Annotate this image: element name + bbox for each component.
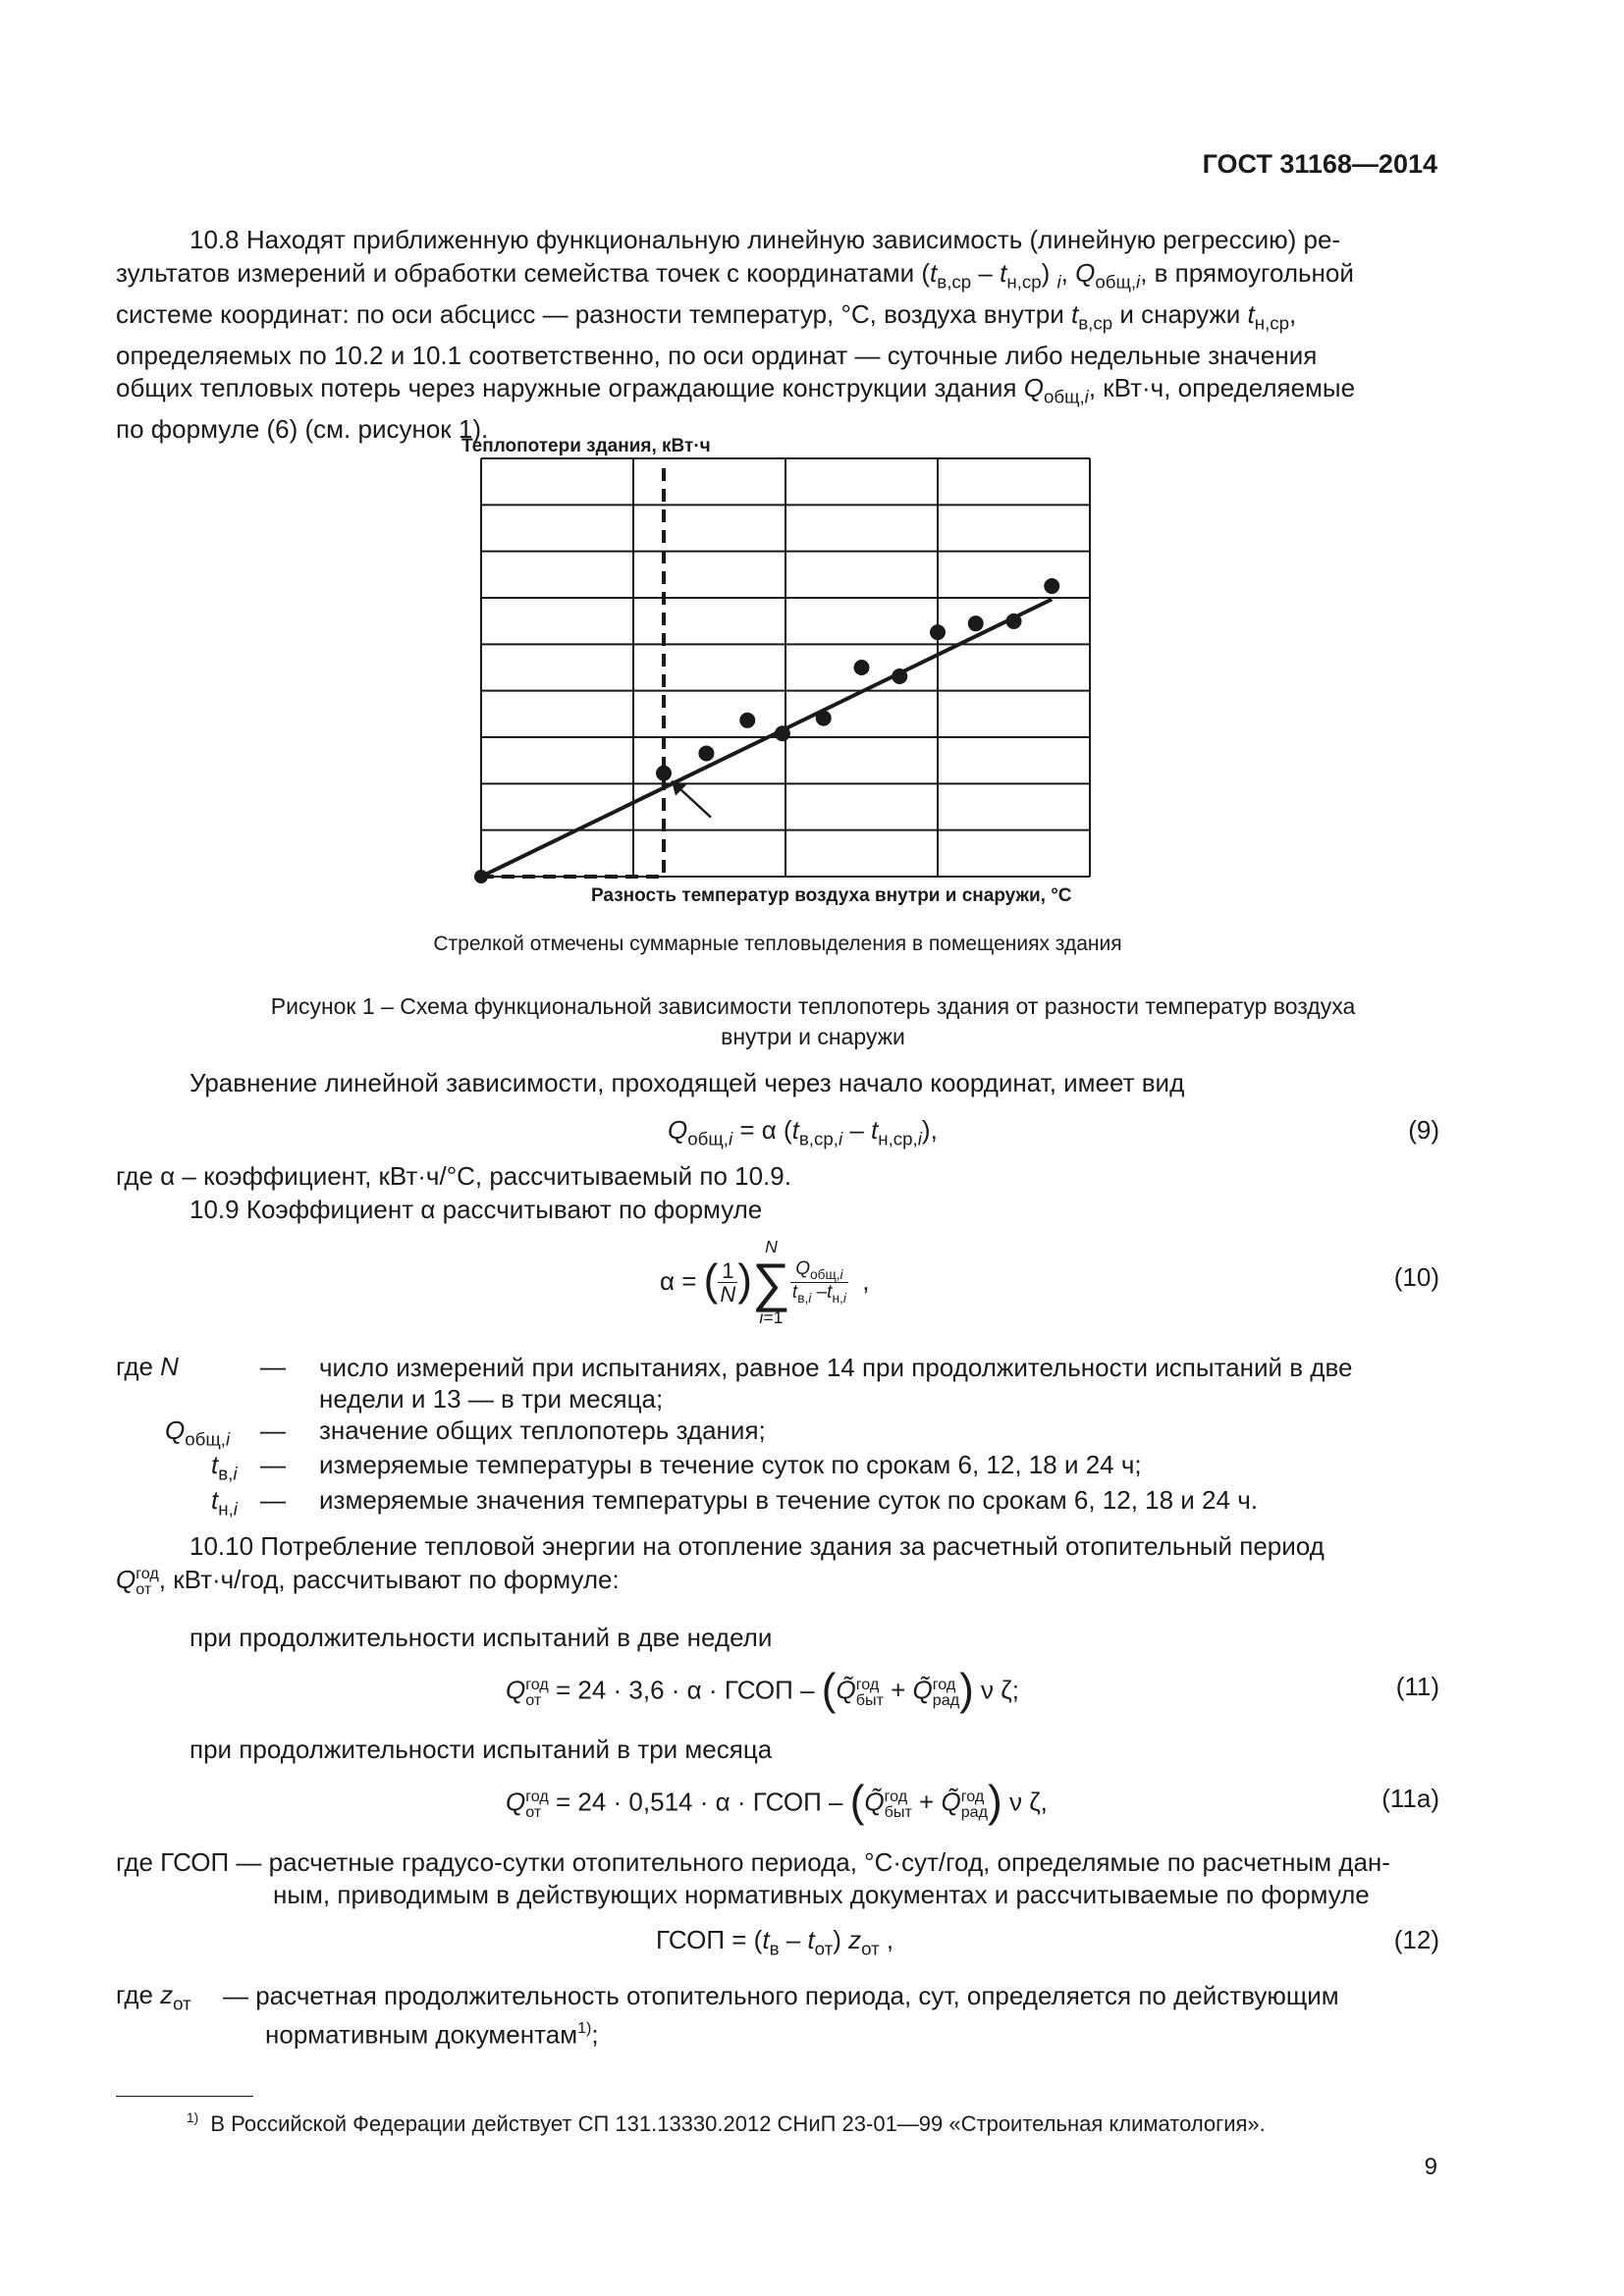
legend-term-q: $Q_{общ,i}$ (165, 1415, 231, 1450)
legend-term-n: где N (116, 1352, 179, 1381)
equation-10: α = ( $\frac{1}{N}$ ) N ∑ i=1 $\frac{Q_{общ,i}}{t_{в,i} -t_{н,i}}$ , (660, 1237, 870, 1328)
section-10-10 (116, 1530, 1439, 1597)
z-term: где $z_{от}$ (116, 1980, 191, 2014)
gsop-definition (116, 1846, 1439, 1911)
legend-text: измеряемые значения температуры в течение суток по срокам 6, 12, 18 и 24 ч. (319, 1485, 1258, 1515)
eq12-number: (12) (1393, 1925, 1439, 1954)
footnote-text: В Российской Федерации действует СП 131.13330.2012 СНиП 23-01—99 «Строительная климатология». (210, 2110, 1266, 2136)
line: общих тепловых потерь через наружные ограждающие конструкции здания $Q_{общ,i}$, кВт·ч, определяемые (116, 373, 1356, 407)
x-axis-label: Разность температур воздуха внутри и снаружи, °С (591, 885, 1072, 906)
data-point (775, 725, 790, 741)
legend-text: измеряемые температуры в течение суток по срокам 6, 12, 18 и 24 ч; (319, 1450, 1142, 1479)
line: ным, приводимым в действующих нормативных документах и рассчитываемые по формуле (273, 1880, 1370, 1909)
data-point (656, 766, 672, 781)
data-point (930, 624, 946, 640)
eq9-number: (9) (1408, 1115, 1439, 1145)
line: нормативным документам$^{1)}$; (265, 2019, 599, 2050)
equation-11: Q год от = 24 · 3,6 · α · ГСОП – (Q̃ год быт + Q̃ год рад ) ν ζ; (506, 1666, 1019, 1714)
footnote-divider (116, 2096, 253, 2097)
figure-note: Стрелкой отмечены суммарные тепловыделения в помещениях здания (433, 933, 1122, 955)
section-10-9-intro: 10.9 Коэффициент α рассчитывают по формуле (189, 1195, 763, 1224)
two-weeks-label: при продолжительности испытаний в две недели (189, 1623, 773, 1652)
equation-12: ГСОП = $(t_в - t_{от})$ $z_{от}$ , (656, 1925, 894, 1959)
legend-dash: — (260, 1415, 286, 1445)
legend-term-tn: $t_{н,i}$ (211, 1485, 238, 1520)
footnote (187, 2110, 1266, 2137)
line: по формуле (6) (см. рисунок 1). (116, 414, 489, 445)
data-point (739, 713, 755, 728)
legend-dash: — (260, 1450, 286, 1479)
origin-point (474, 870, 488, 883)
legend-term-tv: $t_{в,i}$ (211, 1450, 238, 1484)
three-months-label: при продолжительности испытаний в три месяца (189, 1735, 773, 1764)
y-axis-label: Теплопотери здания, кВт·ч (461, 436, 711, 456)
eq11a-number: (11а) (1381, 1784, 1439, 1813)
data-point (1044, 578, 1059, 594)
data-point (816, 711, 832, 726)
legend-text: значение общих теплопотерь здания; (319, 1415, 766, 1445)
line: где ГСОП — расчетные градусо-сутки отопительного периода, °С·сут/год, определямые по расчетным дан- (116, 1847, 1390, 1877)
line: зультатов измерений и обработки семейства точек с координатами $(t_{в,ср} - t_{н,ср})$ $_i$, $Q_{общ,i}$, в прямоугольной (116, 257, 1354, 293)
figure-caption (116, 991, 1510, 1052)
equation-9: $Q_{общ,i} = \alpha$ $(t_{в,ср,i} - t_{н,ср,i})$, (668, 1115, 938, 1149)
data-point (1006, 614, 1022, 629)
section-10-8 (116, 224, 1439, 447)
caption-line: Рисунок 1 – Схема функциональной зависимости теплопотерь здания от разности температур воздуха (270, 993, 1356, 1019)
data-point (892, 668, 907, 684)
figure-1 (461, 432, 1149, 913)
legend-dash: — (260, 1485, 286, 1515)
data-point (854, 660, 870, 675)
document-header: ГОСТ 31168—2014 (1202, 149, 1437, 179)
data-point (698, 745, 714, 761)
line: 10.10 Потребление тепловой энергии на отопление здания за расчетный отопительный период (189, 1531, 1325, 1561)
eq9-after: где α – коэффициент, кВт·ч/°С, рассчитываемый по 10.9. (116, 1161, 791, 1191)
z-definition (223, 1980, 1439, 2051)
eq11-number: (11) (1395, 1672, 1439, 1701)
legend-dash: — (260, 1352, 286, 1381)
eq9-intro: Уравнение линейной зависимости, проходящей через начало координат, имеет вид (189, 1068, 1185, 1097)
footnote-marker: 1) (187, 2110, 199, 2125)
scatter-chart (461, 432, 1149, 913)
line: 10.8 Находят приближенную функциональную линейную зависимость (линейную регрессию) ре- (189, 225, 1341, 254)
line: — расчетная продолжительность отопительного периода, сут, определяется по действующим (223, 1981, 1339, 2010)
page-number: 9 (1424, 2154, 1437, 2180)
eq10-number: (10) (1393, 1262, 1439, 1292)
line: Q год от , кВт·ч/год, рассчитывают по формуле: (116, 1564, 620, 1598)
line: определяемых по 10.2 и 10.1 соответственно, по оси ординат — суточные либо недельные значения (116, 340, 1318, 370)
data-point (968, 615, 984, 631)
line: системе координат: по оси абсцисс — разности температур, °С, воздуха внутри $t_{в,ср}$ и снаружи $t_{н,ср}$, (116, 298, 1297, 334)
equation-11a: Q год от = 24 · 0,514 · α · ГСОП – (Q̃ год быт + Q̃ год рад ) ν ζ, (506, 1778, 1048, 1826)
legend-text: число измерений при испытаниях, равное 14 при продолжительности испытаний в две недели и 13 — в три месяца; (319, 1353, 1353, 1414)
caption-line: внутри и снаружи (721, 1024, 905, 1049)
